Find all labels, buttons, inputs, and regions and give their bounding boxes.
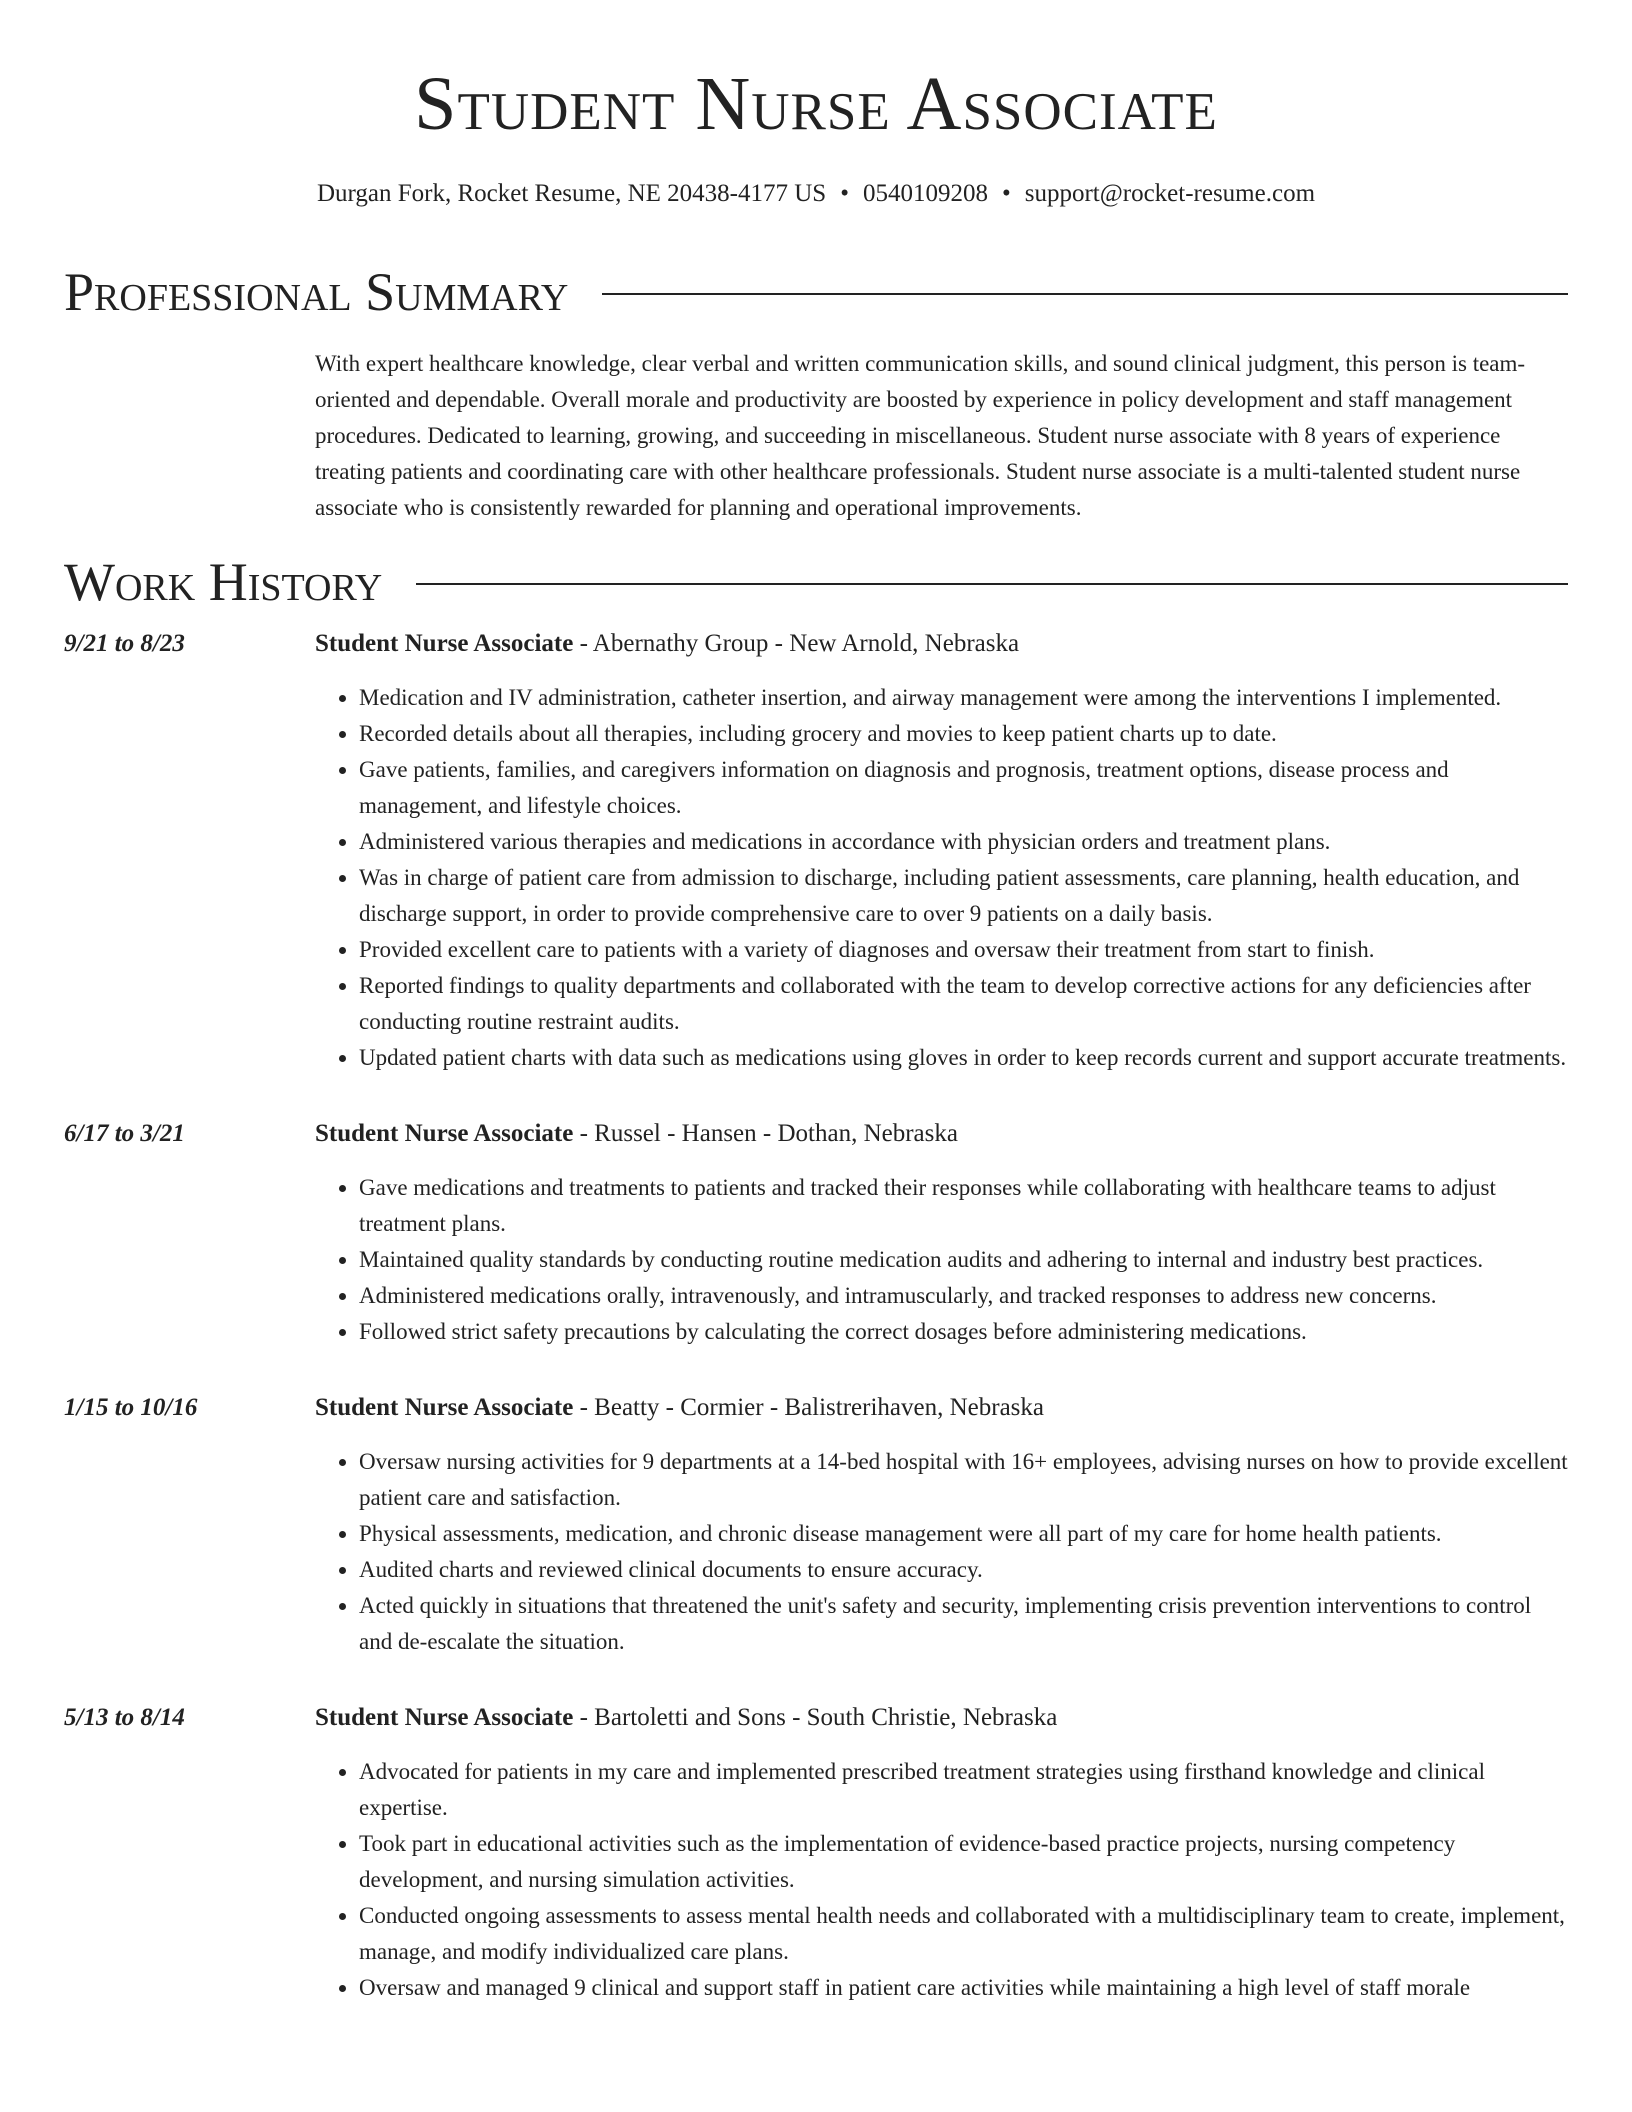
- job-bullets: [315, 680, 1568, 1076]
- job-dates: 5/13 to 8/14: [64, 1704, 185, 1731]
- contact-phone: 0540109208: [862, 180, 988, 207]
- job-entry: [64, 1702, 1568, 2006]
- job-dates: 9/21 to 8/23: [64, 630, 185, 657]
- job-body: [315, 1702, 1568, 2006]
- contact-address: Durgan Fork, Rocket Resume, NE 20438-4177 US: [316, 180, 827, 207]
- summary-section-title: Professional Summary: [64, 262, 569, 322]
- job-entry: [64, 1118, 1568, 1350]
- job-company-location: - Abernathy Group - New Arnold, Nebraska: [573, 630, 1020, 657]
- job-bullet: • Gave medications and treatments to patients and tracked their responses while collaborating with healthcare teams to adjust treatment plans.: [359, 1170, 1568, 1242]
- job-entry: [64, 628, 1568, 1076]
- job-bullet: • Administered various therapies and medications in accordance with physician orders and treatment plans.: [359, 824, 1568, 860]
- work-section-header: [64, 550, 1568, 614]
- section-divider: [602, 293, 1568, 295]
- contact-line: [64, 178, 1568, 210]
- job-bullet: • Audited charts and reviewed clinical documents to ensure accuracy.: [359, 1552, 1568, 1588]
- candidate-name: Student Nurse Associate: [414, 62, 1218, 146]
- work-section-title: Work History: [64, 552, 383, 612]
- job-bullet: • Physical assessments, medication, and chronic disease management were all part of my care for home health patients.: [359, 1516, 1568, 1552]
- job-bullet: • Followed strict safety precautions by calculating the correct dosages before administering medications.: [359, 1314, 1568, 1350]
- job-bullet: • Reported findings to quality departments and collaborated with the team to develop corrective actions for any deficiencies after conducting routine restraint audits.: [359, 968, 1568, 1040]
- contact-separator: •: [840, 180, 849, 207]
- job-bullet: • Conducted ongoing assessments to assess mental health needs and collaborated with a multidisciplinary team to create, implement, manage, and modify individualized care plans.: [359, 1898, 1568, 1970]
- job-bullet: • Was in charge of patient care from admission to discharge, including patient assessments, care planning, health education, and discharge support, in order to provide comprehensive care to over 9 patients on a daily basis.: [359, 860, 1568, 932]
- job-title: Student Nurse Associate: [315, 1120, 574, 1147]
- job-heading: [315, 628, 1568, 660]
- job-body: [315, 1118, 1568, 1350]
- job-bullet: • Advocated for patients in my care and implemented prescribed treatment strategies using firsthand knowledge and clinical expertise.: [359, 1754, 1568, 1826]
- job-heading: [315, 1392, 1568, 1424]
- job-bullet: • Oversaw and managed 9 clinical and support staff in patient care activities while maintaining a high level of staff morale: [359, 1970, 1568, 2006]
- job-bullet: • Took part in educational activities such as the implementation of evidence-based practice projects, nursing competency development, and nursing simulation activities.: [359, 1826, 1568, 1898]
- job-title: Student Nurse Associate: [315, 1394, 574, 1421]
- job-bullets: [315, 1170, 1568, 1350]
- job-bullets: [315, 1754, 1568, 2006]
- summary-section-header: [64, 260, 1568, 324]
- job-bullet: • Acted quickly in situations that threatened the unit's safety and security, implementing crisis prevention interventions to control and de-escalate the situation.: [359, 1588, 1568, 1660]
- job-bullet: • Maintained quality standards by conducting routine medication audits and adhering to internal and industry best practices.: [359, 1242, 1568, 1278]
- job-title: Student Nurse Associate: [315, 630, 574, 657]
- job-bullet: • Gave patients, families, and caregivers information on diagnosis and prognosis, treatment options, disease process and management, and lifestyle choices.: [359, 752, 1568, 824]
- job-bullet: • Oversaw nursing activities for 9 departments at a 14-bed hospital with 16+ employees, advising nurses on how to provide excellent patient care and satisfaction.: [359, 1444, 1568, 1516]
- contact-separator: •: [1001, 180, 1011, 207]
- job-company-location: - Bartoletti and Sons - South Christie, Nebraska: [573, 1704, 1058, 1731]
- job-heading: [315, 1118, 1568, 1150]
- job-company-location: - Beatty - Cormier - Balistrerihaven, Nebraska: [573, 1394, 1045, 1421]
- job-bullet: • Recorded details about all therapies, including grocery and movies to keep patient charts up to date.: [359, 716, 1568, 752]
- job-company-location: - Russel - Hansen - Dothan, Nebraska: [573, 1120, 958, 1147]
- job-heading: [315, 1702, 1568, 1734]
- job-body: [315, 1392, 1568, 1660]
- contact-email: support@rocket-resume.com: [1024, 180, 1316, 207]
- job-body: [315, 628, 1568, 1076]
- job-bullets: [315, 1444, 1568, 1660]
- summary-text: With expert healthcare knowledge, clear verbal and written communication skills, and sound clinical judgment, this person is team-oriented and dependable. Overall morale and productivity are boosted by experience in policy development and staff management procedures. Dedicated to learning, growing, and succeeding in miscellaneous. Student nurse associate with 8 years of experience treating patients and coordinating care with other healthcare professionals. Student nurse associate is a multi-talented student nurse associate who is consistently rewarded for planning and operational improvements.: [315, 351, 1526, 520]
- section-divider: [416, 583, 1568, 585]
- job-bullet: • Provided excellent care to patients with a variety of diagnoses and oversaw their treatment from start to finish.: [359, 932, 1568, 968]
- job-dates: 1/15 to 10/16: [64, 1394, 198, 1421]
- job-bullet: • Medication and IV administration, catheter insertion, and airway management were among the interventions I implemented.: [359, 680, 1568, 716]
- job-bullet: • Administered medications orally, intravenously, and intramuscularly, and tracked responses to address new concerns.: [359, 1278, 1568, 1314]
- job-title: Student Nurse Associate: [315, 1704, 574, 1731]
- job-entry: [64, 1392, 1568, 1660]
- job-bullet: • Updated patient charts with data such as medications using gloves in order to keep records current and support accurate treatments.: [359, 1040, 1568, 1076]
- job-dates: 6/17 to 3/21: [64, 1120, 185, 1147]
